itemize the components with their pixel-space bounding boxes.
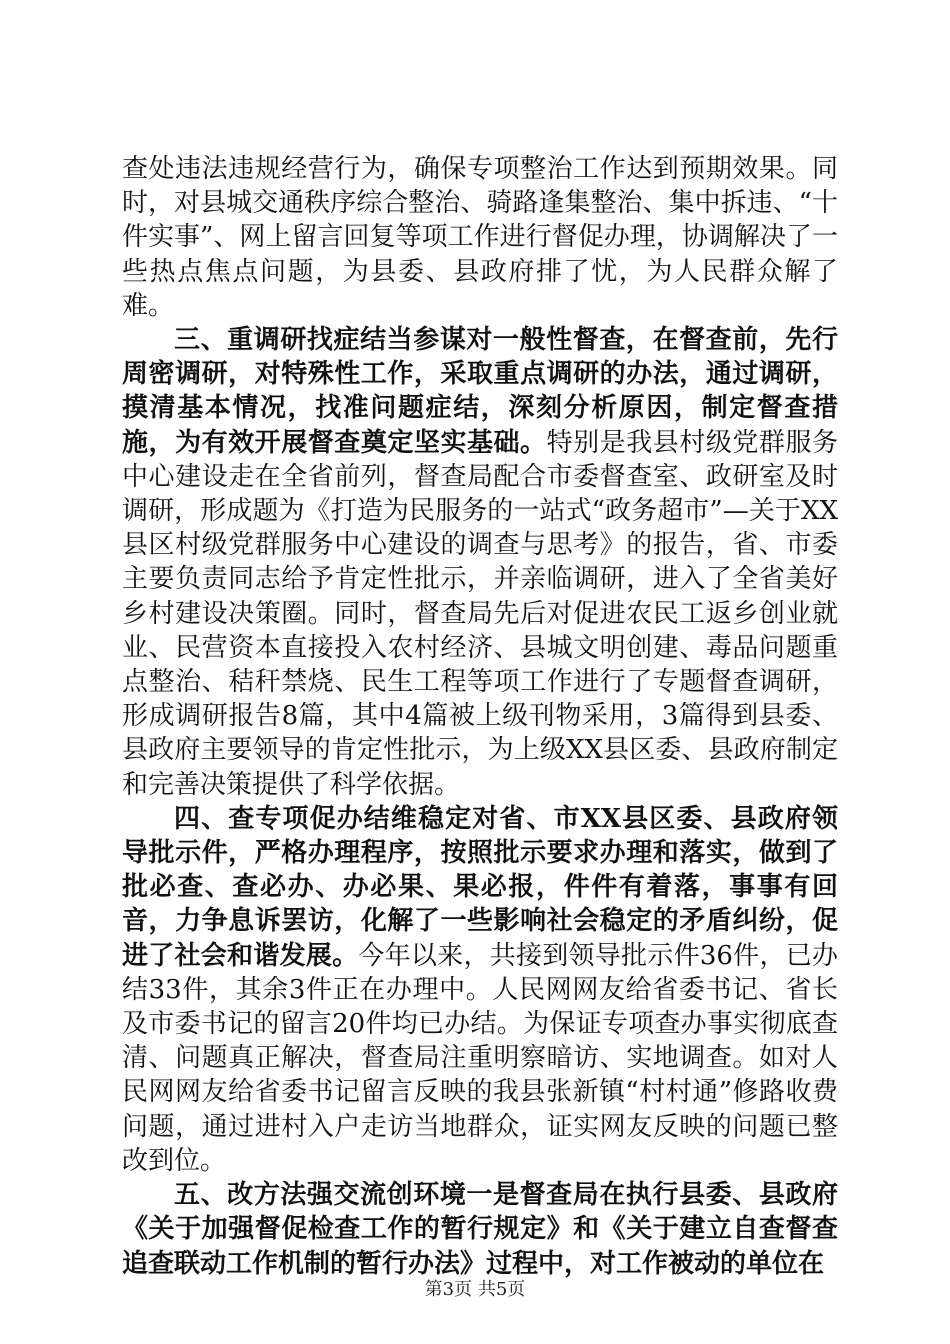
page-number-label: 第3页 共5页	[424, 1279, 526, 1300]
paragraph-2-heading: 三、重调研找症结当参谋对一般性督查，在督查前，先行周密调研，对特殊性工作，采取重点调研的办法，通过调研，摸清基本情况，找准问题症结，深刻分析原因，制定督查措施，为有效开展督查奠定坚实基础。	[122, 325, 838, 458]
paragraph-4	[122, 1178, 838, 1281]
paragraph-3-heading: 四、查专项促办结维稳定对省、市XX县区委、县政府领导批示件，严格办理程序，按照批示要求办理和落实，做到了批必查、查必办、办必果、果必报，件件有着落，事事有回音，力争息诉罢访，化解了一些影响社会稳定的矛盾纠纷，促进了社会和谐发展。	[122, 803, 838, 971]
paragraph-3-text: 今年以来，共接到领导批示件36件，已办结33件，其余3件正在办理中。人民网网友给省委书记、省长及市委书记的留言20件均已办结。为保证专项查办事实彻底查清、问题真正解决，督查局注重明察暗访、实地调查。如对人民网网友给省委书记留言反映的我县张新镇“村村通”修路收费问题，通过进村入户走访当地群众，证实网友反映的问题已整改到位。	[122, 940, 838, 1176]
paragraph-1-text: 查处违法违规经营行为，确保专项整治工作达到预期效果。同时，对县城交通秩序综合整治、骑路逢集整治、集中拆违、“十件实事”、网上留言回复等项工作进行督促办理，协调解决了一些热点焦点问题，为县委、县政府排了忧，为人民群众解了难。	[122, 154, 838, 321]
body-text	[122, 152, 838, 1281]
paragraph-4-heading: 五、改方法强交流创环境一是督查局在执行县委、县政府《关于加强督促检查工作的暂行规定》和《关于建立自查督查追查联动工作机制的暂行办法》过程中，对工作被动的单位在	[122, 1180, 838, 1279]
paragraph-3	[122, 802, 838, 1178]
paragraph-2	[122, 323, 838, 802]
page-footer	[0, 1275, 950, 1301]
paragraph-1	[122, 152, 838, 323]
paragraph-2-text: 特别是我县村级党群服务中心建设走在全省前列，督查局配合市委督查室、政研室及时调研，形成题为《打造为民服务的一站式“政务超市”—关于XX县区村级党群服务中心建设的调查与思考》的报告，省、市委主要负责同志给予肯定性批示，并亲临调研，进入了全省美好乡村建设决策圈。同时，督查局先后对促进农民工返乡创业就业、民营资本直接投入农村经济、县城文明创建、毒品问题重点整治、秸秆禁烧、民生工程等项工作进行了专题督查调研，形成调研报告8篇，其中4篇被上级刊物采用，3篇得到县委、县政府主要领导的肯定性批示，为上级XX县区委、县政府制定和完善决策提供了科学依据。	[122, 427, 838, 800]
